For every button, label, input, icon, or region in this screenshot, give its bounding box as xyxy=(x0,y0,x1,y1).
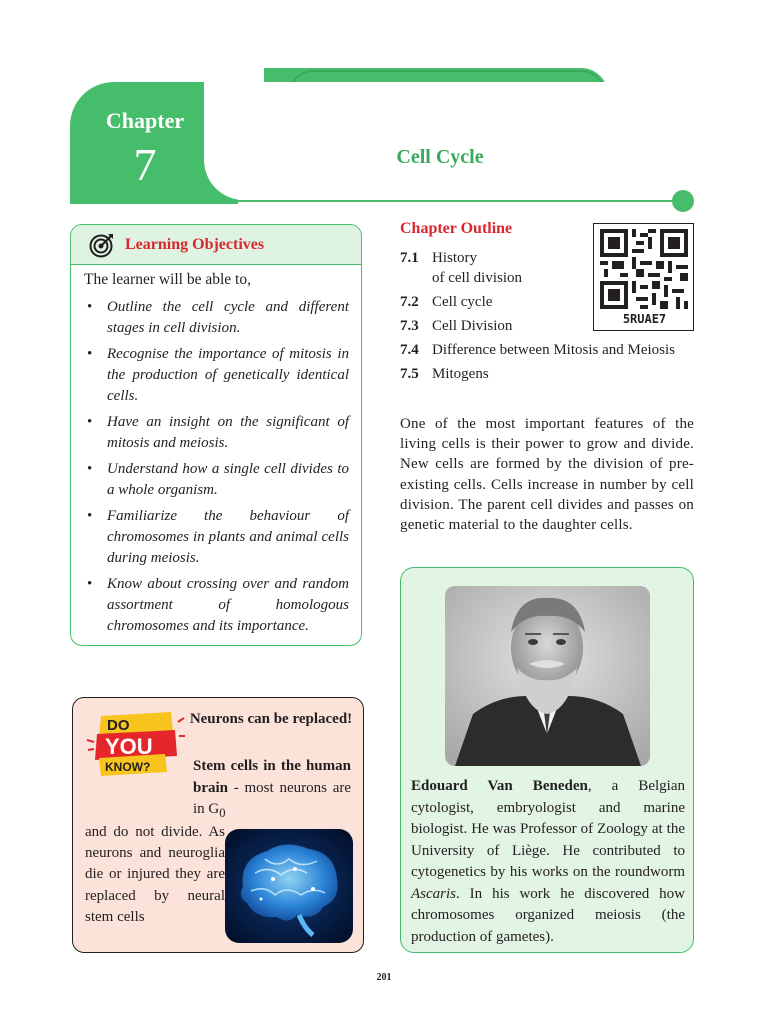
objective-item: • Know about crossing over and random assortment of homologous chromosomes and its importance. xyxy=(85,574,349,637)
chapter-tab-cutout xyxy=(204,82,674,200)
outline-item-label: Cell Division xyxy=(432,318,513,334)
chapter-outline-title: Chapter Outline xyxy=(400,220,513,237)
do-you-know-badge xyxy=(85,710,185,778)
portrait-image xyxy=(445,586,650,766)
objective-item: • Understand how a single cell divides to a whole organism. xyxy=(85,459,349,501)
outline-item[interactable] xyxy=(400,340,700,360)
do-you-know-box xyxy=(72,697,364,953)
page-number: 201 xyxy=(376,972,392,983)
objective-item: • Have an insight on the significant of mitosis and meiosis. xyxy=(85,412,349,454)
biography-text xyxy=(411,776,685,948)
outline-item-number: 7.2 xyxy=(400,294,419,310)
biography-name: Edouard Van Beneden xyxy=(411,778,588,794)
header-rule-dot xyxy=(672,190,694,212)
do-you-know-text-body: and do not divide. As neurons and neuroglia die or injured they are replaced by neural stem cells xyxy=(85,824,225,925)
qr-code-text: 5RUAE7 xyxy=(622,312,667,326)
outline-item-number: 7.1 xyxy=(400,250,419,266)
do-you-know-text-lead xyxy=(193,756,351,825)
learning-objectives-box xyxy=(70,224,362,646)
qr-code-box[interactable] xyxy=(593,223,694,331)
outline-item-label: Mitogens xyxy=(432,366,489,382)
learning-objectives-title: Learning Objectives xyxy=(125,235,265,253)
do-you-know-bold-lead: Stem cells in the human brain xyxy=(193,758,351,796)
chapter-title: Cell Cycle xyxy=(396,146,484,168)
outline-item-label: Difference between Mitosis and Meiosis xyxy=(432,342,675,358)
biography-italic-word: Ascaris xyxy=(411,885,456,902)
objective-item: • Outline the cell cycle and different stages in cell division. xyxy=(85,297,349,339)
learning-objectives-list xyxy=(71,290,361,637)
biography-text-part: , a Belgian cytologist, embryologist and marine biologist. He was Professor of Zoology at the University of Liège. He contributed to cytogenetics by his works on the roundworm xyxy=(411,778,685,880)
chapter-label: Chapter xyxy=(105,108,185,133)
biography-box xyxy=(400,567,694,953)
header-rule xyxy=(150,200,684,202)
badge-text-know: KNOW? xyxy=(105,760,151,774)
learning-objectives-intro: The learner will be able to, xyxy=(84,271,251,288)
badge-text-do: DO xyxy=(107,717,130,734)
brain-illustration xyxy=(225,829,353,943)
objective-item: • Recognise the importance of mitosis in the production of genetically identical cells. xyxy=(85,344,349,407)
outline-item-number: 7.4 xyxy=(400,342,419,358)
do-you-know-text-part: - most neurons are in G xyxy=(193,779,351,817)
biography-text-part: . In his work he discovered how chromosomes organized meiosis (the production of gametes). xyxy=(411,885,685,945)
outline-item-number: 7.3 xyxy=(400,318,419,334)
outline-item-label: Cell cycle xyxy=(432,294,493,310)
intro-paragraph: One of the most important features of the living cells is their power to grow and divide. New cells are formed by the division of pre-existing cells. Cells increase in number by cell division. The parent cell divides and passes on genetic material to the daughter cells. xyxy=(400,416,694,534)
do-you-know-subscript: 0 xyxy=(219,806,226,820)
outline-item-number: 7.5 xyxy=(400,366,419,382)
brain-image xyxy=(225,829,353,943)
portrait-photo xyxy=(445,586,650,766)
target-icon xyxy=(89,232,115,258)
do-you-know-title: Neurons can be replaced! xyxy=(189,711,353,727)
learning-objectives-header xyxy=(71,225,361,265)
badge-text-you: YOU xyxy=(105,734,153,759)
outline-item[interactable] xyxy=(400,364,700,384)
qr-code-icon xyxy=(600,229,688,309)
objective-item: • Familiarize the behaviour of chromosomes in plants and animal cells during meiosis. xyxy=(85,506,349,569)
chapter-number: 7 xyxy=(133,139,157,190)
outline-item-sublabel: of cell division xyxy=(432,270,522,286)
outline-item-label: History xyxy=(432,250,477,266)
